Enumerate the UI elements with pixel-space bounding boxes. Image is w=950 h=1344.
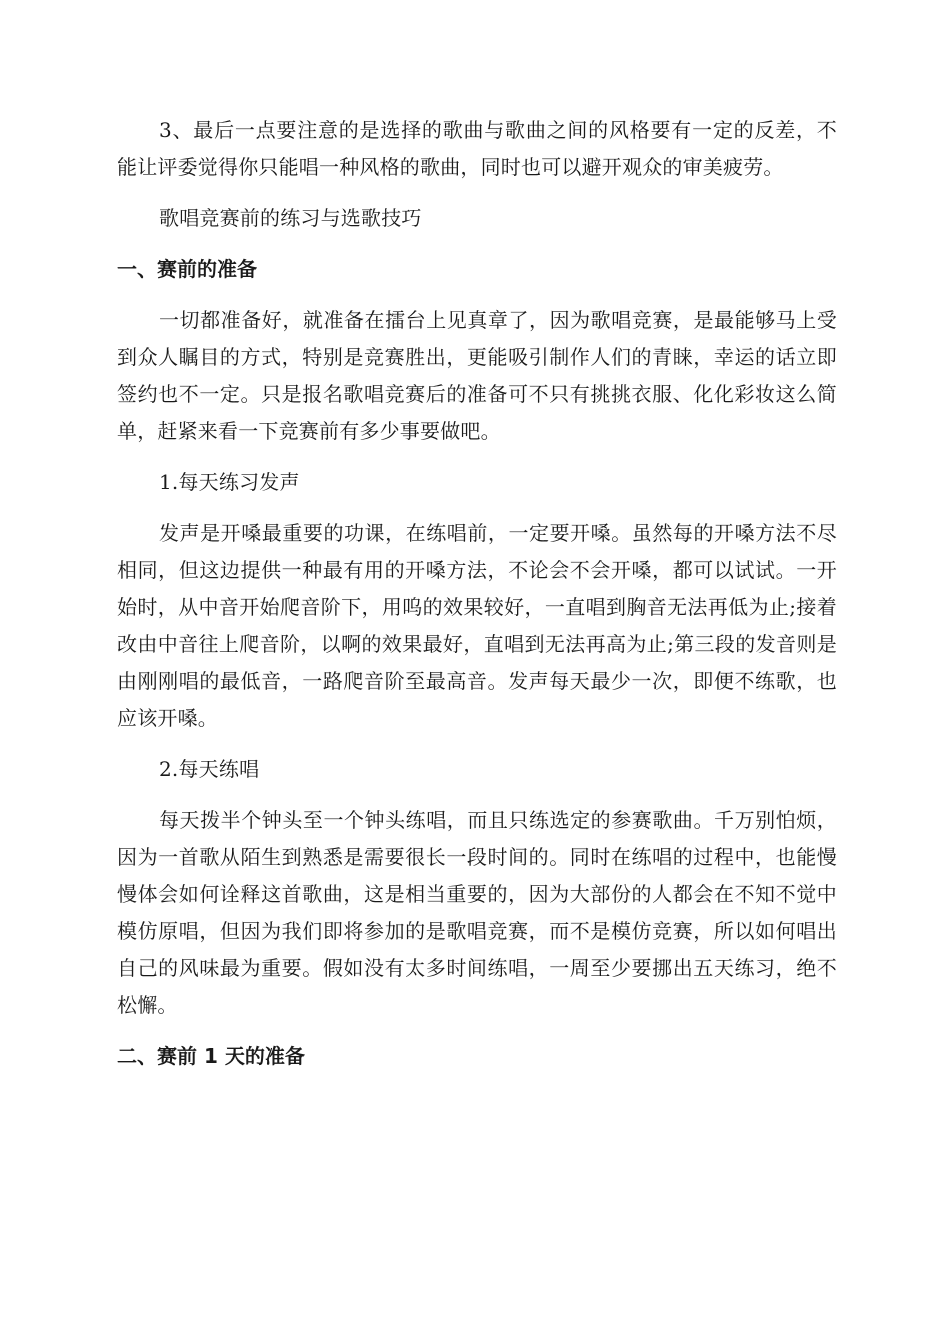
subheading-daily-singing-practice: 2.每天练唱 [159,757,260,781]
paragraph-preparation-intro: 一切都准备好，就准备在擂台上见真章了，因为歌唱竞赛，是最能够马上受到众人瞩目的方式，特别是竞赛胜出，更能吸引制作人们的青睐，幸运的话立即签约也不一定。只是报名歌唱竞赛后的准备可不只有挑挑衣服、化化彩妆这么简单，赶紧来看一下竞赛前有多少事要做吧。 [117,308,837,443]
subheading-daily-vocal-practice: 1.每天练习发声 [159,470,300,494]
heading-pre-contest-preparation: 一、赛前的准备 [117,257,257,281]
document-page [117,112,837,1089]
paragraph-vocal-warmup: 发声是开嗓最重要的功课，在练唱前，一定要开嗓。虽然每的开嗓方法不尽相同，但这边提供一种最有用的开嗓方法，不论会不会开嗓，都可以试试。一开始时，从中音开始爬音阶下，用呜的效果较好，一直唱到胸音无法再低为止;接着改由中音往上爬音阶，以啊的效果最好，直唱到无法再高为止;第三段的发音则是由刚刚唱的最低音，一路爬音阶至最高音。发声每天最少一次，即便不练歌，也应该开嗓。 [117,521,837,730]
paragraph-section-title: 歌唱竞赛前的练习与选歌技巧 [159,206,422,230]
paragraph-singing-practice: 每天拨半个钟头至一个钟头练唱，而且只练选定的参赛歌曲。千万别怕烦，因为一首歌从陌生到熟悉是需要很长一段时间的。同时在练唱的过程中，也能慢慢体会如何诠释这首歌曲，这是相当重要的，因为大部份的人都会在不知不觉中模仿原唱，但因为我们即将参加的是歌唱竞赛，而不是模仿竞赛，所以如何唱出自己的风味最为重要。假如没有太多时间练唱，一周至少要挪出五天练习，绝不松懈。 [117,808,837,1017]
paragraph-song-contrast: 3、最后一点要注意的是选择的歌曲与歌曲之间的风格要有一定的反差，不能让评委觉得你只能唱一种风格的歌曲，同时也可以避开观众的审美疲劳。 [117,118,837,179]
heading-one-day-before: 二、赛前 1 天的准备 [117,1044,305,1068]
